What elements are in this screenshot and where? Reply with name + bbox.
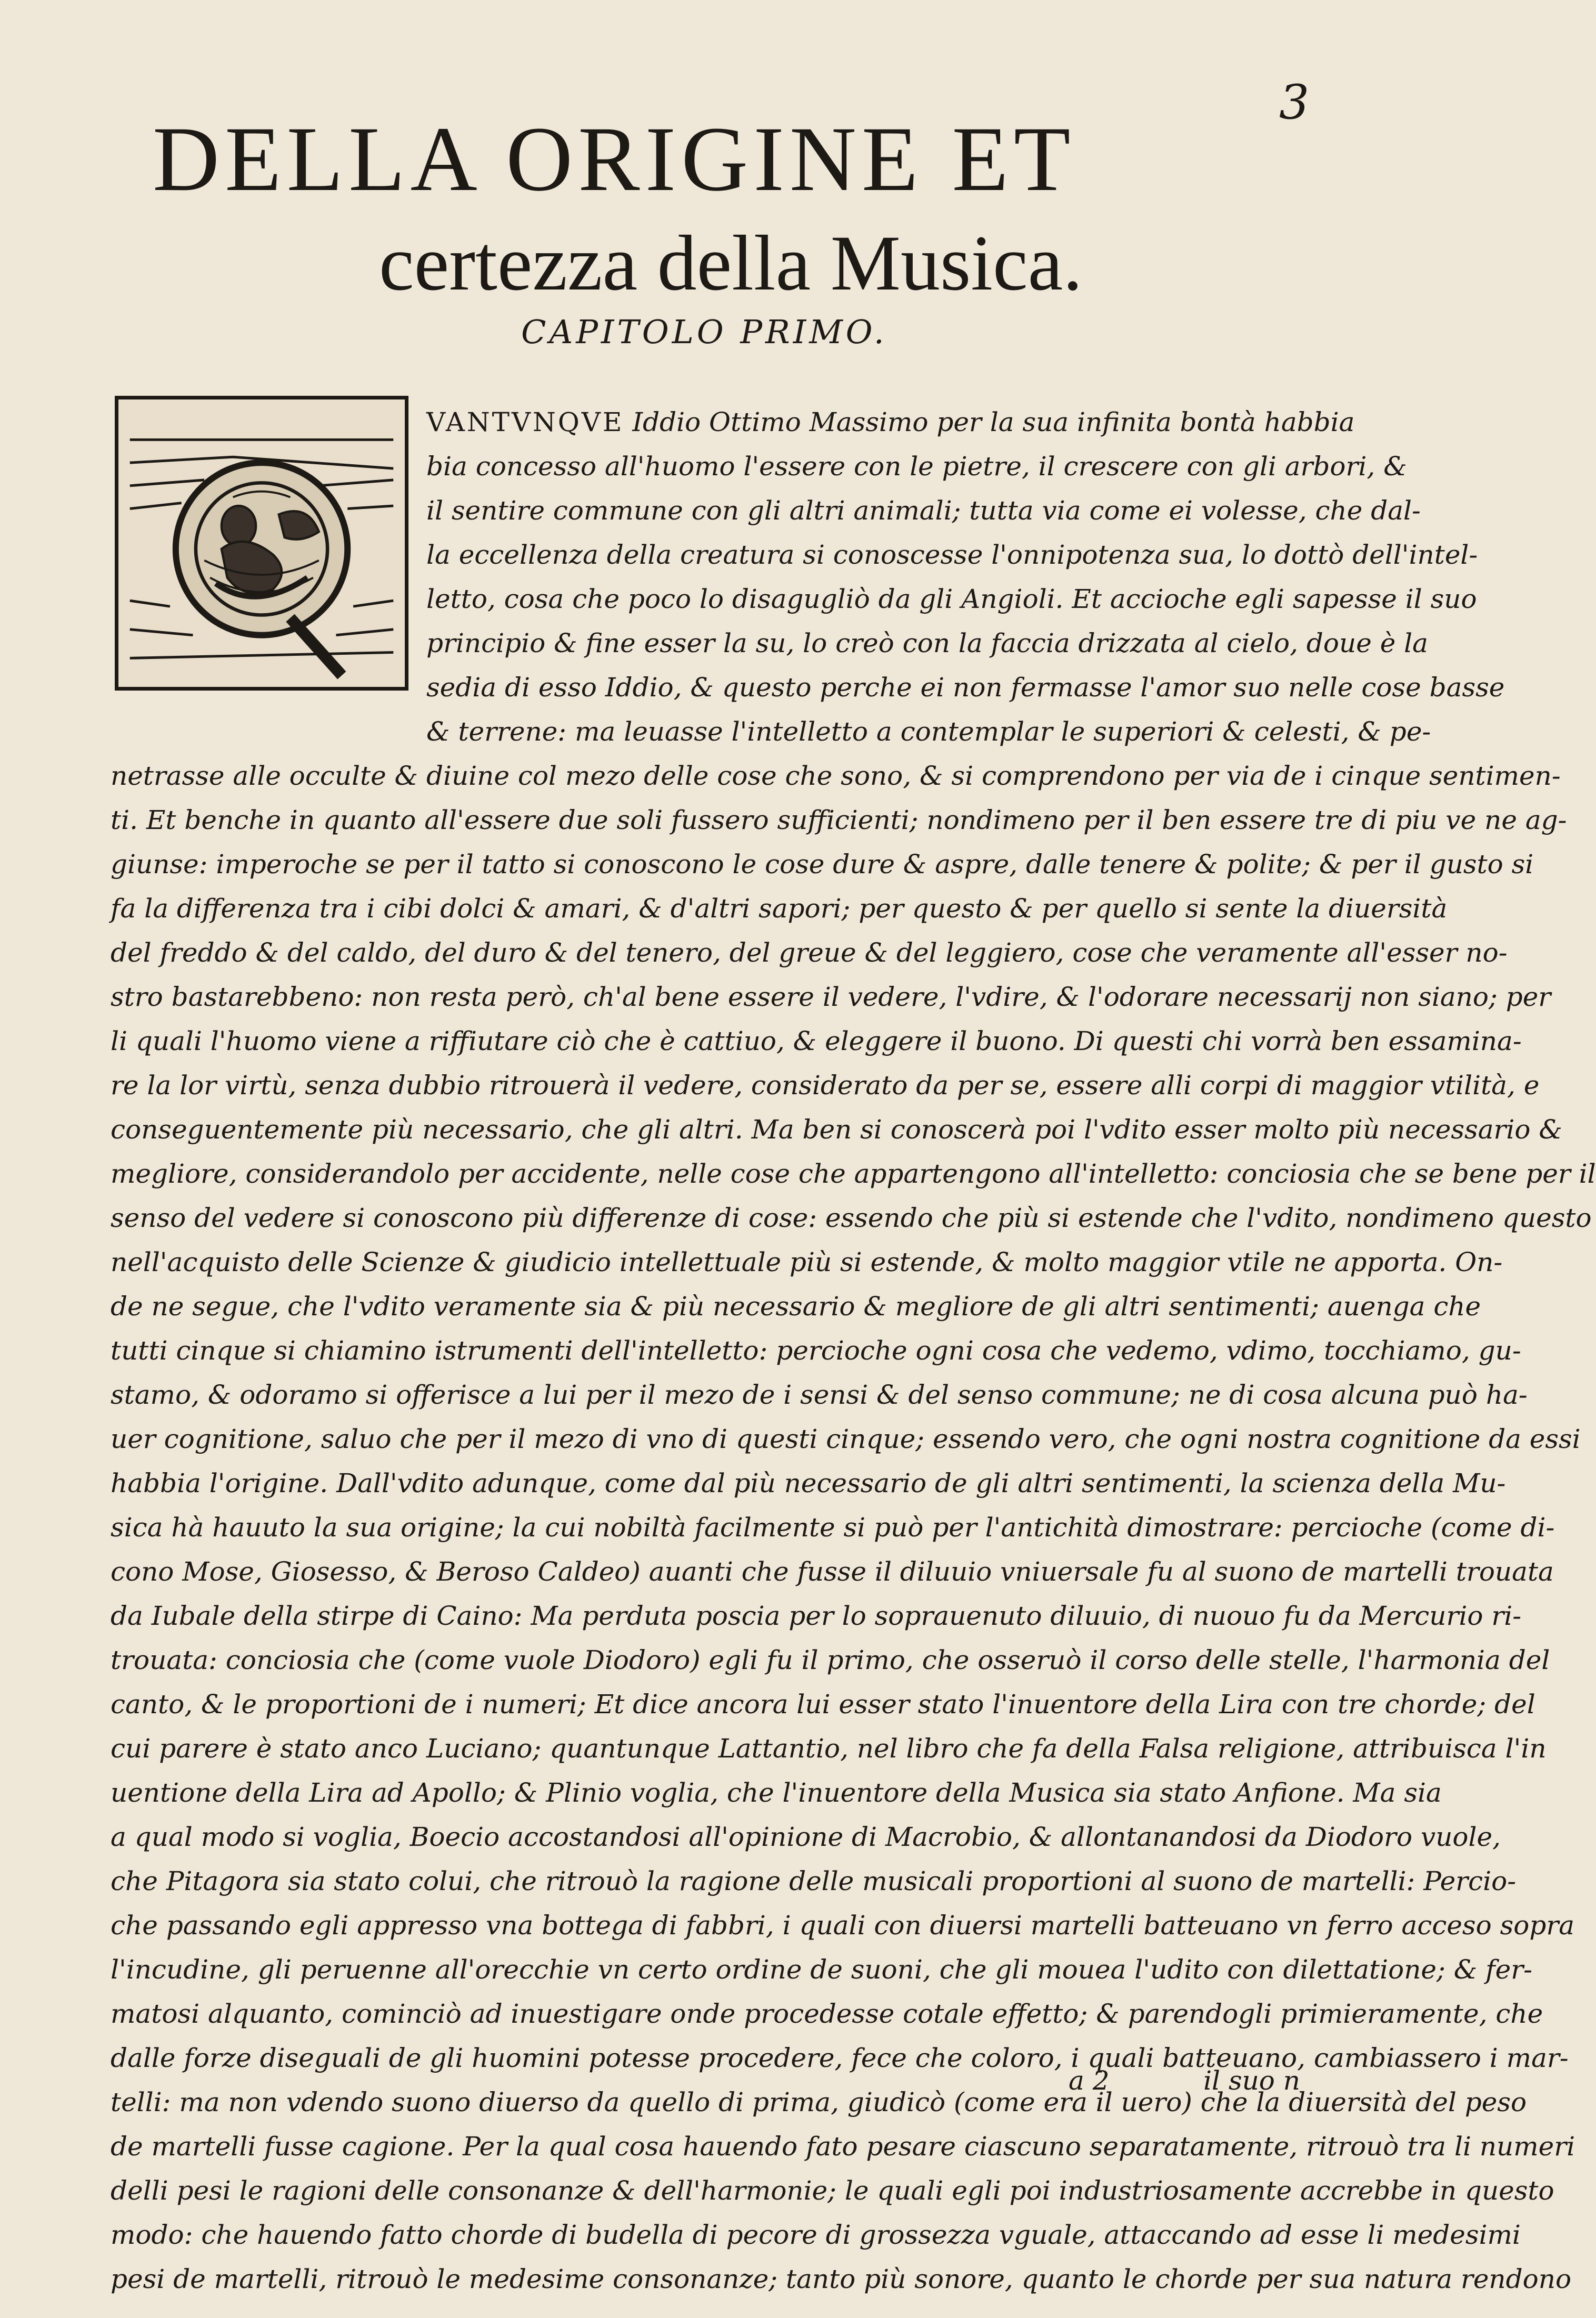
text-line: matosi alquanto, cominciò ad inuestigare onde procedesse cotale effetto; & parendogli primieramente, che (111, 1999, 1543, 2029)
page-footer (1069, 2062, 1300, 2099)
text-line: li quali l'huomo viene a riffiutare ciò che è cattiuo, & eleggere il buono. Di questi chi vorrà ben essamina- (111, 1026, 1522, 1056)
text-line: che Pitagora sia stato colui, che ritrouò la ragione delle musicali proportioni al suono de martelli: Percio- (111, 1866, 1517, 1896)
text-line: sedia di esso Iddio, & questo perche ei non fermasse l'amor suo nelle cose basse (426, 672, 1505, 703)
text-line: cono Mose, Giosesso, & Beroso Caldeo) auanti che fusse il diluuio vniuersale fu al suono de martelli trouata (111, 1556, 1554, 1587)
text-line: conseguentemente più necessario, che gli altri. Ma ben si conoscerà poi l'vdito esser molto più necessario & (111, 1114, 1562, 1145)
text-line: nell'acquisto delle Scienze & giudicio intellettuale più si estende, & molto maggior vtile ne apporta. On- (111, 1247, 1503, 1277)
chapter-heading: CAPITOLO PRIMO. (521, 313, 887, 351)
text-line: bia concesso all'huomo l'essere con le pietre, il crescere con gli arbori, & (426, 451, 1407, 482)
text-line: re la lor virtù, senza dubbio ritrouerà il vedere, considerato da per se, essere alli corpi di maggior vtilità, e (111, 1070, 1540, 1101)
text-line: delli pesi le ragioni delle consonanze & dell'harmonie; le quali egli poi industriosamente accrebbe in questo (111, 2175, 1554, 2206)
title-line-1: DELLA ORIGINE ET (153, 108, 1076, 211)
text-line: fa la differenza tra i cibi dolci & amari, & d'altri sapori; per questo & per quello si sente la diuersità (111, 893, 1448, 924)
text-line: il sentire commune con gli altri animali; tutta via come ei volesse, che dal- (426, 495, 1421, 526)
text-line: la eccellenza della creatura si conoscesse l'onnipotenza sua, lo dottò dell'intel- (426, 539, 1478, 570)
text-line: che passando egli appresso vna bottega di fabbri, i quali con diuersi martelli batteuano vn ferro acceso sopra (111, 1910, 1575, 1941)
signature-mark: a 2 (1069, 2065, 1110, 2096)
title-line-2: certezza della Musica. (379, 219, 1083, 307)
text-line: principio & fine esser la su, lo creò con la faccia drizzata al cielo, doue è la (426, 628, 1428, 658)
text-line: VANTVNQVE Iddio Ottimo Massimo per la sua infinita bontà habbia (426, 407, 1355, 437)
opening-word: VANTVNQVE (426, 407, 624, 437)
text-line: sica hà hauuto la sua origine; la cui nobiltà facilmente si può per l'antichità dimostrare: percioche (come di- (111, 1512, 1555, 1543)
text-line: l'incudine, gli peruenne all'orecchie vn certo ordine de suoni, che gli mouea l'udito con dilettatione; & fer- (111, 1954, 1533, 1985)
text-line: & terrene: ma leuasse l'intelletto a contemplar le superiori & celesti, & pe- (426, 716, 1431, 747)
text-line: de ne segue, che l'vdito veramente sia & più necessario & megliore de gli altri sentimenti; auenga che (111, 1291, 1481, 1322)
text-line: stro bastarebbeno: non resta però, ch'al bene essere il vedere, l'vdire, & l'odorare necessarij non siano; per (111, 982, 1551, 1012)
text-line: cui parere è stato anco Luciano; quantunque Lattantio, nel libro che fa della Falsa religione, attribuisca l'in (111, 1733, 1547, 1764)
text-line: trouata: conciosia che (come vuole Diodoro) egli fu il primo, che osseruò il corso delle stelle, l'harmonia del (111, 1645, 1550, 1675)
text-line: da Iubale della stirpe di Caino: Ma perduta poscia per lo soprauenuto diluuio, di nuouo fu da Mercurio ri- (111, 1601, 1522, 1631)
text-line: dalle forze diseguali de gli huomini potesse procedere, fece che coloro, i quali batteuano, cambiassero i mar- (111, 2043, 1569, 2073)
text-line: ti. Et benche in quanto all'essere due soli fussero sufficienti; nondimeno per il ben essere tre di piu ve ne ag- (111, 805, 1567, 835)
text-line: a qual modo si voglia, Boecio accostandosi all'opinione di Macrobio, & allontanandosi da Diodoro vuole, (111, 1822, 1501, 1852)
text-line: uer cognitione, saluo che per il mezo di vno di questi cinque; essendo vero, che ogni nostra cognitione da essi (111, 1424, 1581, 1454)
text-line: canto, & le proportioni de i numeri; Et dice ancora lui esser stato l'inuentore della Lira con tre chorde; del (111, 1689, 1535, 1720)
text-line: modo: che hauendo fatto chorde di budella di pecore di grossezza vguale, attaccando ad esse li medesimi (111, 2220, 1521, 2250)
text-line: del freddo & del caldo, del duro & del tenero, del greue & del leggiero, cose che veramente all'esser no- (111, 937, 1508, 968)
text-line: uentione della Lira ad Apollo; & Plinio voglia, che l'inuentore della Musica sia stato Anfione. Ma sia (111, 1777, 1442, 1808)
text-line: habbia l'origine. Dall'vdito adunque, come dal più necessario de gli altri sentimenti, la scienza della Mu- (111, 1468, 1506, 1498)
text-line: netrasse alle occulte & diuine col mezo delle cose che sono, & si comprendono per via de i cinque sentimen- (111, 761, 1561, 791)
text-line: de martelli fusse cagione. Per la qual cosa hauendo fato pesare ciascuno separatamente, ritrouò tra li numeri (111, 2131, 1575, 2162)
text-line: senso del vedere si conoscono più differenze di cose: essendo che più si estende che l'vdito, nondimeno questo (111, 1203, 1592, 1233)
text-line: tutti cinque si chiamino istrumenti dell'intelletto: percioche ogni cosa che vedemo, vdimo, tocchiamo, gu- (111, 1335, 1521, 1366)
catchword: il suo n (1203, 2065, 1300, 2096)
body-text (111, 400, 1596, 2301)
text-line: stamo, & odoramo si offerisce a lui per il mezo de i sensi & del senso commune; ne di cosa alcuna può ha- (111, 1380, 1528, 1410)
text-line: pesi de martelli, ritrouò le medesime consonanze; tanto più sonore, quanto le chorde per sua natura rendono (111, 2264, 1572, 2294)
text-line: megliore, considerandolo per accidente, nelle cose che appartengono all'intelletto: conciosia che se bene per il (111, 1158, 1596, 1189)
text-line: telli: ma non vdendo suono diuerso da quello di prima, giudicò (come era il uero) che la diuersità del peso (111, 2087, 1527, 2117)
text-line: letto, cosa che poco lo disagugliò da gli Angioli. Et accioche egli sapesse il suo (426, 584, 1477, 614)
text-line: giunse: imperoche se per il tatto si conoscono le cose dure & aspre, dalle tenere & polite; & per il gusto si (111, 849, 1534, 880)
page-number: 3 (1279, 75, 1310, 130)
